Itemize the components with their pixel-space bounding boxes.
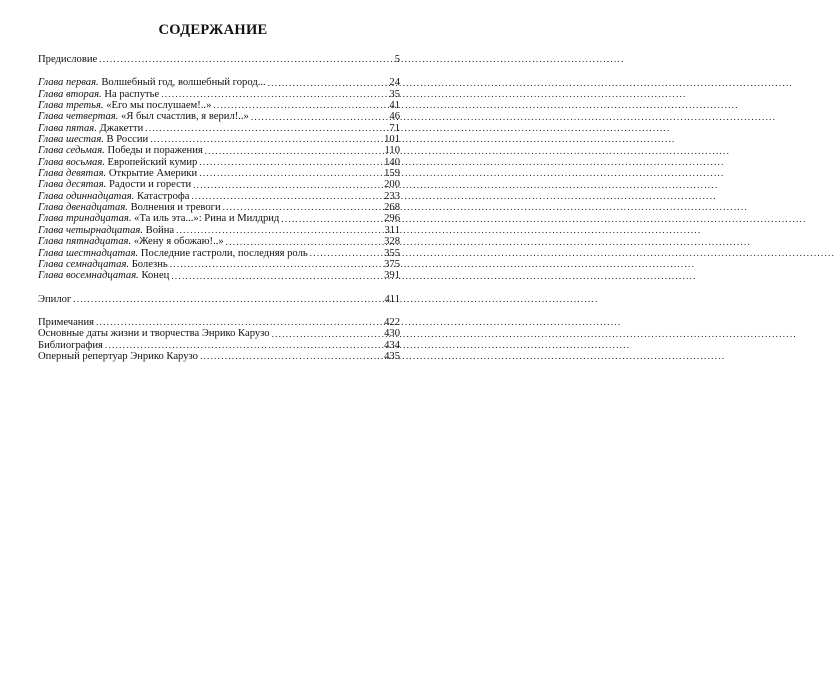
page-number: 422 bbox=[384, 316, 400, 328]
dot-leader bbox=[176, 225, 382, 236]
entry-title: «Его мы послушаем!..» bbox=[106, 100, 212, 112]
dot-leader bbox=[223, 202, 382, 213]
chapter-label: Глава семнадцатая. bbox=[38, 258, 130, 270]
dot-leader bbox=[105, 340, 382, 351]
chapter-label: Глава одиннадцатая. bbox=[38, 190, 135, 202]
toc-entry-text bbox=[38, 340, 103, 351]
toc-entry bbox=[38, 145, 400, 156]
toc-entry bbox=[38, 328, 400, 339]
toc-entry bbox=[38, 157, 400, 168]
toc-entry-text bbox=[38, 123, 143, 134]
entry-title: Европейский кумир bbox=[107, 156, 198, 168]
dot-leader bbox=[310, 248, 382, 259]
chapter-label: Глава тринадцатая. bbox=[38, 213, 132, 225]
toc-entry bbox=[38, 168, 400, 179]
toc-entry-text bbox=[38, 191, 189, 202]
page-number: 71 bbox=[389, 122, 400, 134]
page-number: 435 bbox=[384, 350, 400, 362]
dot-leader bbox=[191, 191, 382, 202]
page-number: 296 bbox=[384, 213, 400, 225]
page-number: 233 bbox=[384, 190, 400, 202]
toc-entry bbox=[38, 100, 400, 111]
dot-leader bbox=[272, 329, 383, 340]
toc-entry-text bbox=[38, 248, 308, 259]
toc-entry-text bbox=[38, 259, 168, 270]
entry-title: Оперный репертуар Энрико Карузо bbox=[38, 350, 198, 362]
toc-entry bbox=[38, 213, 400, 224]
page-number: 375 bbox=[384, 258, 400, 270]
entry-title: Джакетти bbox=[99, 122, 144, 134]
toc-entry bbox=[38, 89, 400, 100]
dot-leader bbox=[150, 134, 382, 145]
dot-leader bbox=[145, 123, 384, 134]
chapter-label: Глава пятнадцатая. bbox=[38, 236, 132, 248]
toc-entry-text bbox=[38, 294, 71, 305]
toc-entry-text bbox=[38, 77, 266, 88]
entry-title: Открытие Америки bbox=[108, 168, 198, 180]
entry-title: «Я был счастлив, я верил!..» bbox=[121, 111, 249, 123]
chapter-label: Глава двенадцатая. bbox=[38, 202, 128, 214]
entry-title: «Жену я обожаю!..» bbox=[133, 236, 224, 248]
toc-entry bbox=[38, 77, 400, 88]
toc-entry-text bbox=[38, 328, 270, 339]
toc-entry bbox=[38, 191, 400, 202]
entry-title: Эпилог bbox=[38, 293, 72, 305]
toc-entry bbox=[38, 179, 400, 190]
toc-entry bbox=[38, 248, 400, 259]
chapter-label: Глава шестнадцатая. bbox=[38, 247, 139, 259]
toc-entry bbox=[38, 270, 400, 281]
toc-entry bbox=[38, 225, 400, 236]
toc-group bbox=[38, 294, 400, 305]
toc-entry-text bbox=[38, 134, 148, 145]
chapter-label: Глава третья. bbox=[38, 100, 104, 112]
toc-entry-text bbox=[38, 225, 174, 236]
page-title: СОДЕРЖАНИЕ bbox=[158, 22, 268, 38]
toc-entry-text bbox=[38, 54, 97, 65]
toc-entry bbox=[38, 123, 400, 134]
page-number: 101 bbox=[384, 134, 400, 146]
entry-title: Катастрофа bbox=[137, 190, 190, 202]
entry-title: Победы и поражения bbox=[107, 145, 203, 157]
page-number: 41 bbox=[389, 100, 400, 112]
chapter-label: Глава десятая. bbox=[38, 179, 107, 191]
entry-title: Радости и горести bbox=[108, 179, 192, 191]
toc-entry bbox=[38, 134, 400, 145]
page-number: 434 bbox=[384, 339, 400, 351]
page-number: 311 bbox=[384, 224, 400, 236]
entry-title: Волнения и тревоги bbox=[130, 202, 221, 214]
page-number: 411 bbox=[384, 293, 400, 305]
toc-entry-text bbox=[38, 111, 249, 122]
page-number: 391 bbox=[384, 270, 400, 282]
toc-entry-text bbox=[38, 236, 224, 247]
page-number: 24 bbox=[389, 77, 400, 89]
page-number: 328 bbox=[384, 236, 400, 248]
entry-title: «Та иль эта...»: Рина и Милдрид bbox=[134, 213, 280, 225]
chapter-label: Глава пятая. bbox=[38, 122, 97, 134]
toc-entry-text bbox=[38, 351, 198, 362]
chapter-label: Глава четвертая. bbox=[38, 111, 119, 123]
page-number: 159 bbox=[384, 168, 400, 180]
page-number: 46 bbox=[389, 111, 400, 123]
chapter-label: Глава четырнадцатая. bbox=[38, 224, 144, 236]
entry-title: Примечания bbox=[38, 316, 94, 328]
dot-leader bbox=[170, 259, 382, 270]
toc-entry-text bbox=[38, 270, 169, 281]
dot-leader bbox=[199, 168, 382, 179]
toc-entry-text bbox=[38, 100, 211, 111]
toc-entry bbox=[38, 340, 400, 351]
toc-entry-text bbox=[38, 145, 203, 156]
toc-entry-text bbox=[38, 317, 94, 328]
page-number: 268 bbox=[384, 202, 400, 214]
toc-entry bbox=[38, 351, 400, 362]
toc-entry bbox=[38, 259, 400, 270]
chapter-label: Глава седьмая. bbox=[38, 145, 105, 157]
toc-entry bbox=[38, 111, 400, 122]
entry-title: Предисловие bbox=[38, 54, 98, 65]
entry-title: Библиография bbox=[38, 339, 103, 351]
page-number: 110 bbox=[384, 145, 400, 157]
dot-leader bbox=[99, 54, 384, 65]
dot-leader bbox=[268, 78, 384, 89]
entry-title: В России bbox=[106, 134, 149, 146]
toc-entry-text bbox=[38, 89, 159, 100]
entry-title: Конец bbox=[141, 270, 170, 282]
toc-entry-text bbox=[38, 179, 191, 190]
dot-leader bbox=[96, 317, 382, 328]
page-number: 200 bbox=[384, 179, 400, 191]
dot-leader bbox=[161, 89, 384, 100]
entry-title: На распутье bbox=[104, 88, 160, 100]
chapter-label: Глава восьмая. bbox=[38, 156, 105, 168]
toc-entry bbox=[38, 54, 400, 65]
table-of-contents bbox=[38, 54, 400, 374]
dot-leader bbox=[205, 146, 383, 157]
dot-leader bbox=[226, 237, 382, 248]
dot-leader bbox=[193, 180, 382, 191]
dot-leader bbox=[281, 214, 382, 225]
page-number: 35 bbox=[389, 88, 400, 100]
toc-entry-text bbox=[38, 202, 221, 213]
chapter-label: Глава девятая. bbox=[38, 168, 107, 180]
page-number: 430 bbox=[384, 328, 400, 340]
dot-leader bbox=[213, 100, 384, 111]
page-number: 5 bbox=[394, 54, 400, 65]
toc-entry-text bbox=[38, 168, 197, 179]
entry-title: Волшебный год, волшебный город... bbox=[101, 77, 266, 89]
entry-title: Болезнь bbox=[131, 258, 168, 270]
toc-group bbox=[38, 54, 400, 65]
chapter-label: Глава шестая. bbox=[38, 134, 104, 146]
toc-entry bbox=[38, 317, 400, 328]
chapter-label: Глава восемнадцатая. bbox=[38, 270, 139, 282]
dot-leader bbox=[171, 271, 382, 282]
page-number: 355 bbox=[384, 247, 400, 259]
toc-entry bbox=[38, 294, 400, 305]
toc-group bbox=[38, 77, 400, 281]
dot-leader bbox=[251, 112, 384, 123]
entry-title: Основные даты жизни и творчества Энрико Карузо bbox=[38, 328, 270, 340]
toc-entry-text bbox=[38, 157, 197, 168]
toc-entry bbox=[38, 236, 400, 247]
entry-title: Война bbox=[145, 224, 175, 236]
dot-leader bbox=[73, 294, 382, 305]
toc-entry-text bbox=[38, 213, 279, 224]
dot-leader bbox=[200, 351, 382, 362]
dot-leader bbox=[199, 157, 382, 168]
toc-group bbox=[38, 317, 400, 362]
toc-entry bbox=[38, 202, 400, 213]
chapter-label: Глава первая. bbox=[38, 77, 99, 89]
chapter-label: Глава вторая. bbox=[38, 88, 102, 100]
page-number: 140 bbox=[384, 156, 400, 168]
entry-title: Последние гастроли, последняя роль bbox=[140, 247, 308, 259]
